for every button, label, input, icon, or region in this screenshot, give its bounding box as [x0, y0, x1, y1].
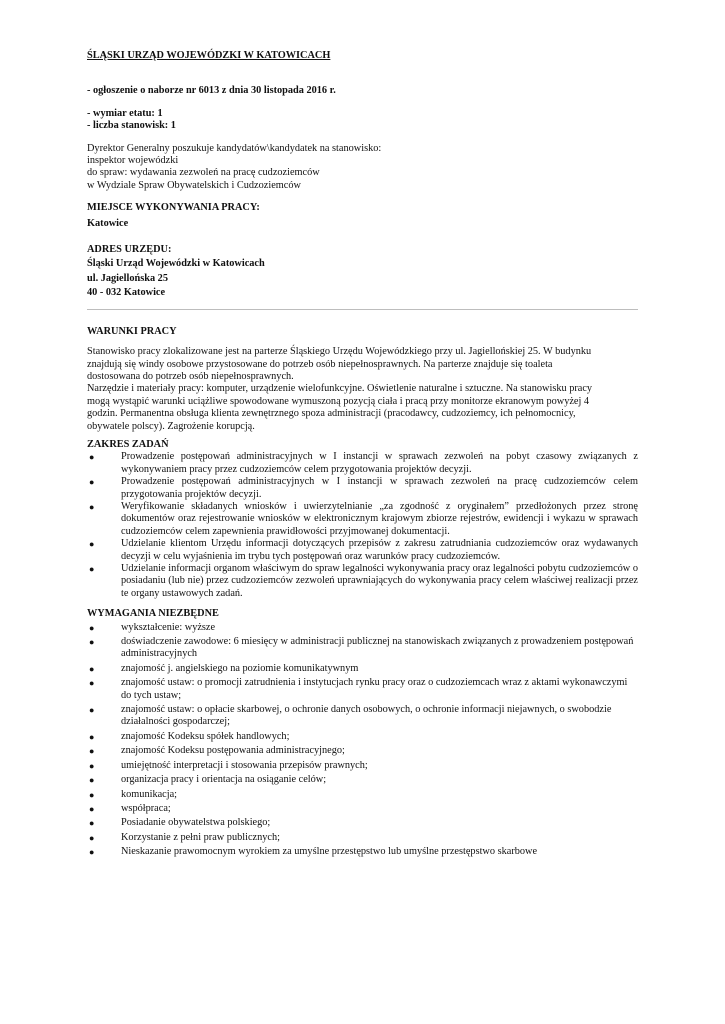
bullet-icon: ● [89, 789, 95, 800]
list-item: ● Weryfikowanie składanych wniosków i uwierzytelnianie „za zgodność z oryginałem” przedłożonych przez stronę dokumentów oraz rejestrowanie wniosków w elektronicznym krajowym zbiorze rejestrów, ewidencji i wykazu w sprawach cudzoziemców celem zapewnienia prawidłowości przyjmowanej dokumentacji. [89, 500, 638, 537]
warunki-line: godzin. Permanentna obsługa klienta zewnętrznego spoza administracji (pracodawcy, cudzoziemcy, ich pełnomocnicy, [87, 408, 576, 420]
list-item: ● komunikacja; [89, 788, 178, 800]
list-item: ● doświadczenie zawodowe: 6 miesięcy w administracji publicznej na stanowiskach związanych z prowadzeniem postępowań administracyjnych [89, 636, 634, 660]
intro-line: Dyrektor Generalny poszukuje kandydatów\kandydatek na stanowisko: [87, 142, 382, 154]
adres-heading: ADRES URZĘDU: [87, 244, 172, 256]
list-item: ● znajomość j. angielskiego na poziomie komunikatywnym [89, 662, 359, 674]
intro-block [87, 143, 638, 193]
list-item: ● Korzystanie z pełni praw publicznych; [89, 831, 280, 843]
bullet-icon: ● [89, 775, 95, 786]
list-item: ● Posiadanie obywatelstwa polskiego; [89, 817, 271, 829]
bullet-icon: ● [89, 678, 95, 689]
warunki-line: obywatele polscy). Zagrożenie korupcją. [87, 420, 255, 432]
list-item: ● umiejętność interpretacji i stosowania przepisów prawnych; [89, 759, 368, 771]
list-item: ● współpraca; [89, 802, 171, 814]
wymagania-list [87, 622, 638, 859]
bullet-icon: ● [89, 501, 95, 512]
bullet-icon: ● [89, 832, 95, 843]
bullet-icon: ● [89, 477, 95, 488]
list-item: ● znajomość ustaw: o promocji zatrudnienia i instytucjach rynku pracy oraz o cudzoziemcach wraz z aktami wykonawczymi do tych ustaw; [89, 677, 628, 701]
bullet-icon: ● [89, 705, 95, 716]
list-item: ● wykształcenie: wyższe [89, 621, 216, 633]
list-item: ● Prowadzenie postępowań administracyjnych w I instancji w sprawach zezwoleń na pobyt czasowy związanych z wykonywaniem pracy przez cudzoziemców celem przygotowania projektów decyzji. [89, 451, 638, 475]
list-item: ● znajomość ustaw: o opłacie skarbowej, o ochronie danych osobowych, o ochronie informacji niejawnych, o swobodzie działalności gospodarczej; [89, 704, 612, 728]
document-page [87, 50, 638, 859]
miejsce-heading: MIEJSCE WYKONYWANIA PRACY: [87, 202, 260, 214]
list-item: ● Nieskazanie prawomocnym wyrokiem za umyślne przestępstwo lub umyślne przestępstwo skarbowe [89, 846, 538, 858]
warunki-line: mogą wystąpić warunki uciążliwe spowodowane wymuszoną pozycją ciała i pracą przy monitorze ekranowym powyżej 4 [87, 395, 590, 407]
list-item: ● organizacja pracy i orientacja na osiąganie celów; [89, 774, 327, 786]
stanowiska-line: - liczba stanowisk: 1 [87, 120, 176, 132]
bullet-icon: ● [89, 746, 95, 757]
etat-line: - wymiar etatu: 1 [87, 107, 163, 119]
warunki-text [87, 346, 638, 433]
list-item: ● Prowadzenie postępowań administracyjnych w I instancji w sprawach zezwoleń na pracę cudzoziemców celem przygotowania projektów decyzji. [89, 476, 638, 500]
intro-line: inspektor wojewódzki [87, 155, 179, 167]
bullet-icon: ● [89, 760, 95, 771]
warunki-line: dostosowana do potrzeb osób niepełnosprawnych. [87, 370, 294, 382]
list-item: ● Udzielanie klientom Urzędu informacji dotyczących przepisów z zakresu zatrudniania cudzoziemców oraz wydawanych decyzji w celu wyjaśnienia im trybu tych postępowań oraz warunków pracy cudzoziemców. [89, 538, 638, 562]
wymagania-heading: WYMAGANIA NIEZBĘDNE [87, 608, 219, 620]
list-item: ● Udzielanie informacji organom właściwym do spraw legalności wykonywania pracy oraz legalności pobytu cudzoziemców o posiadaniu (lub nie) przez cudzoziemców zezwoleń uprawniających do wykonywania pracy celem właściwej realizacji przez te organy ustawowych zadań. [89, 563, 638, 599]
bullet-icon: ● [89, 452, 95, 463]
section-divider [87, 309, 638, 310]
adres-line: ul. Jagiellońska 25 [87, 272, 168, 284]
warunki-line: znajdują się windy osobowe przystosowane do potrzeb osób niepełnosprawnych. Na parterze znajduje się toaleta [87, 358, 553, 370]
intro-line: do spraw: wydawania zezwoleń na pracę cudzoziemców [87, 167, 320, 179]
document-title: ŚLĄSKI URZĄD WOJEWÓDZKI W KATOWICACH [87, 50, 331, 61]
bullet-icon: ● [89, 731, 95, 742]
bullet-icon: ● [89, 564, 95, 574]
announcement-line: - ogłoszenie o naborze nr 6013 z dnia 30 listopada 2016 r. [87, 85, 336, 97]
bullet-icon: ● [89, 803, 95, 814]
warunki-line: Narzędzie i materiały pracy: komputer, urządzenie wielofunkcyjne. Oświetlenie naturalne i sztuczne. Na stanowisku pracy [87, 383, 593, 395]
adres-line: Śląski Urząd Wojewódzki w Katowicach [87, 258, 265, 270]
bullet-icon: ● [89, 663, 95, 674]
warunki-line: Stanowisko pracy zlokalizowane jest na parterze Śląskiego Urzędu Wojewódzkiego przy ul. Jagiellońskiej 25. W budynku [87, 346, 592, 358]
bullet-icon: ● [89, 622, 95, 633]
intro-line: w Wydziale Spraw Obywatelskich i Cudzoziemców [87, 179, 301, 191]
bullet-icon: ● [89, 637, 95, 648]
list-item: ● znajomość Kodeksu spółek handlowych; [89, 730, 290, 742]
bullet-icon: ● [89, 847, 95, 858]
adres-line: 40 - 032 Katowice [87, 287, 166, 299]
bullet-icon: ● [89, 818, 95, 829]
zakres-list [87, 451, 638, 600]
miejsce-value: Katowice [87, 217, 129, 229]
zakres-heading: ZAKRES ZADAŃ [87, 438, 169, 450]
bullet-icon: ● [89, 539, 95, 550]
list-item: ● znajomość Kodeksu postępowania administracyjnego; [89, 745, 345, 757]
warunki-heading: WARUNKI PRACY [87, 325, 177, 337]
